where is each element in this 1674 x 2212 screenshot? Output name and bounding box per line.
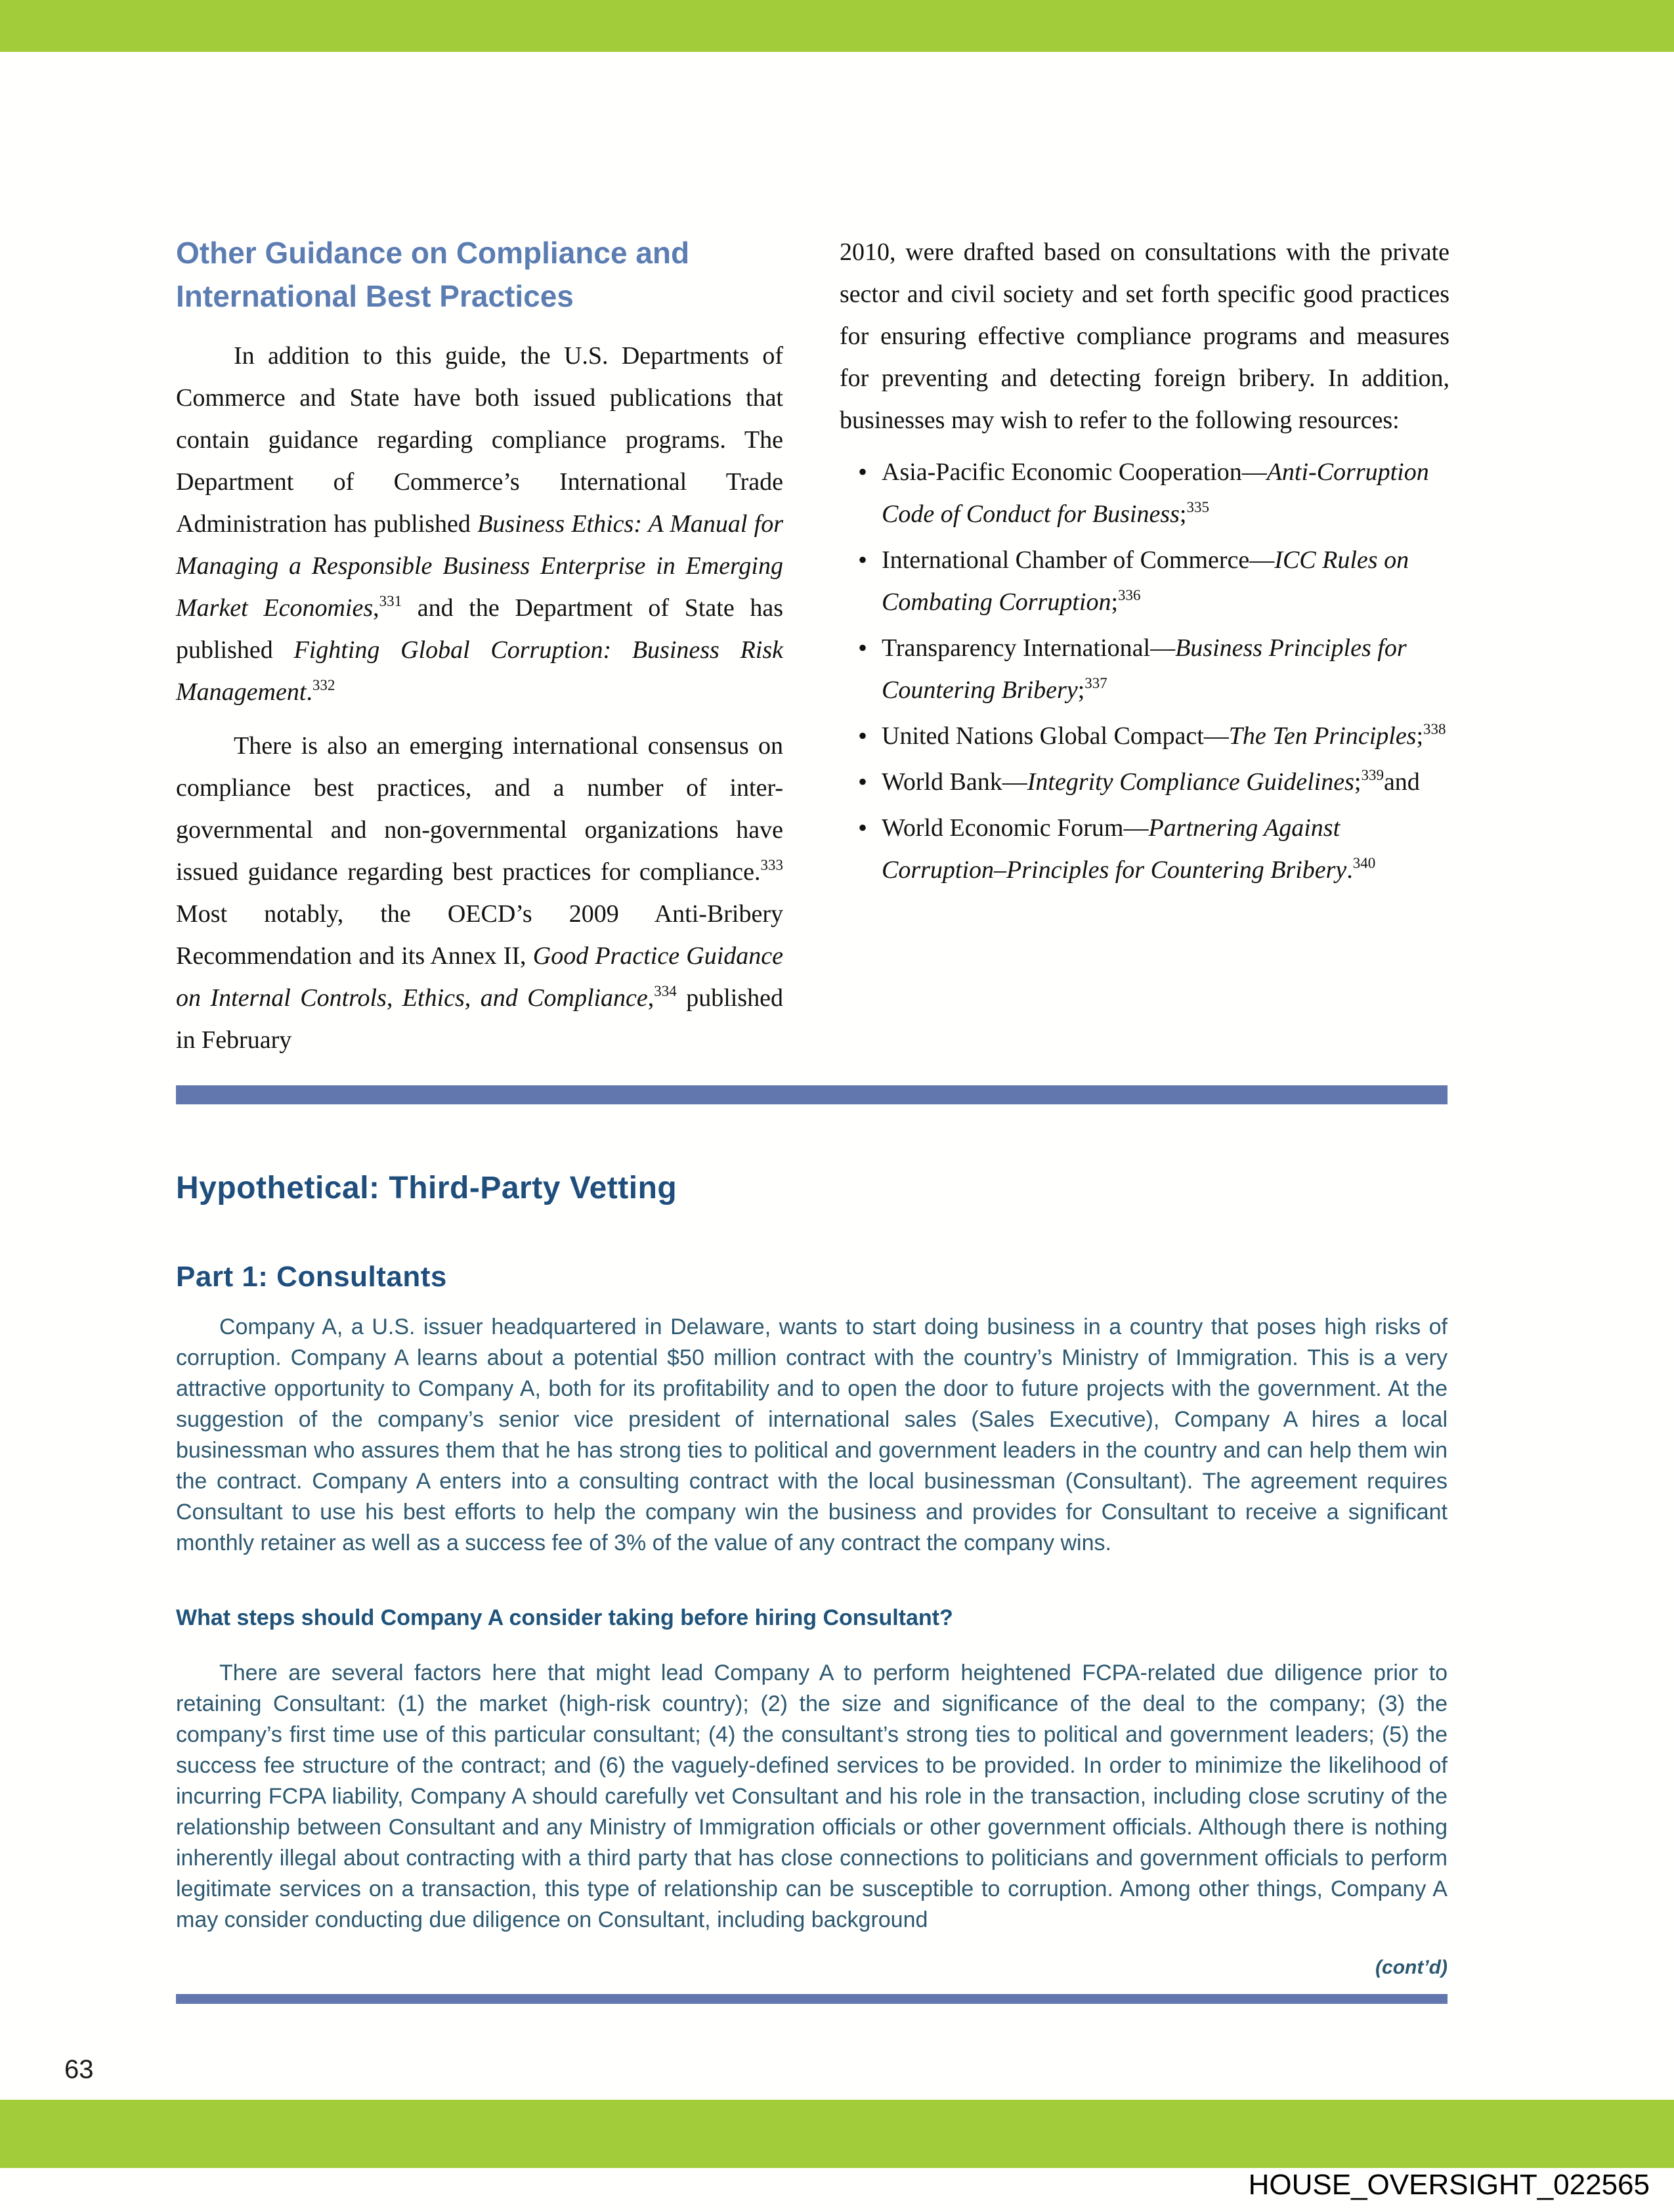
hypothetical-title: Hypothetical: Third-Party Vetting [176, 1171, 677, 1205]
resource-item-un-global-compact: • United Nations Global Compact—The Ten Principles;$^{338}$ [840, 715, 1449, 757]
hypothetical-box-bottom-rule [176, 1994, 1448, 2004]
continued-note: (cont’d) [1375, 1957, 1448, 1978]
guidance-heading: Other Guidance on Compliance and International Best Practices [176, 236, 690, 313]
hypothetical-box-top-rule [176, 1085, 1448, 1104]
resource-item-apec: • Asia-Pacific Economic Cooperation—Anti-Corruption Code of Conduct for Business;$^{335}$ [840, 451, 1449, 535]
guidance-column-right [840, 231, 1449, 1061]
top-green-band [0, 0, 1674, 52]
guidance-column-left [176, 231, 783, 1061]
resource-list [840, 451, 1449, 891]
resource-item-transparency-international: • Transparency International—Business Principles for Countering Bribery;$^{337}$ [840, 627, 1449, 711]
hypothetical-question: What steps should Company A consider taking before hiring Consultant? [176, 1605, 953, 1630]
resource-item-icc: • International Chamber of Commerce—ICC Rules on Combating Corruption;$^{336}$ [840, 539, 1449, 623]
guidance-paragraph-1: In addition to this guide, the U.S. Departments of Commerce and State have both issued publications that contain guidance regarding compliance programs. The Department of Commerce’s International Trade Administration has published Business Ethics: A Manual for Managing a Responsible Business Enterprise in Emerging Market Economies,$^{331}$ and the Department of State has published Fighting Global Corruption: Business Risk Management.$^{332}$ [176, 342, 783, 706]
guidance-section [176, 231, 1449, 1061]
hypothetical-paragraph-2: There are several factors here that might lead Company A to perform heightened FCPA-related due diligence prior to retaining Consultant: (1) the market (high-risk country); (2) the size and significance of the deal to the company; (3) the company’s first time use of this particular consultant; (4) the consultant’s strong ties to political and government leaders; (5) the success fee structure of the contract; and (6) the vaguely-defined services to be provided. In order to minimize the likelihood of incurring FCPA liability, Company A should carefully vet Consultant and his role in the transaction, including close scrutiny of the relationship between Consultant and any Ministry of Immigration officials or other government officials. Although there is nothing inherently illegal about contracting with a third party that has close connections to politicians and government officials to perform legitimate services on a transaction, this type of relationship can be susceptible to corruption. Among other things, Company A may consider conducting due diligence on Consultant, including background [176, 1660, 1448, 1932]
resource-item-world-bank: • World Bank—Integrity Compliance Guidelines;$^{339}$and [840, 761, 1449, 803]
bottom-green-band [0, 2100, 1674, 2168]
bates-number: HOUSE_OVERSIGHT_022565 [1248, 2169, 1650, 2201]
guidance-paragraph-3: 2010, were drafted based on consultations with the private sector and civil society and set forth specific good practices for ensuring effective compliance programs and measures for preventing and detecting foreign bribery. In addition, businesses may wish to refer to the following resources: [840, 238, 1449, 434]
resource-item-world-economic-forum: • World Economic Forum—Partnering Against Corruption–Principles for Countering Bribery.$^{340}$ [840, 807, 1449, 891]
hypothetical-paragraph-1: Company A, a U.S. issuer headquartered in Delaware, wants to start doing business in a country that poses high risks of corruption. Company A learns about a potential $50 million contract with the country’s Ministry of Immigration. This is a very attractive opportunity to Company A, both for its profitability and to open the door to future projects with the government. At the suggestion of the company’s senior vice president of international sales (Sales Executive), Company A hires a local businessman who assures them that he has strong ties to political and government leaders in the country and can help them win the contract. Company A enters into a consulting contract with the local businessman (Consultant). The agreement requires Consultant to use his best efforts to help the company win the business and provides for Consultant to receive a significant monthly retainer as well as a success fee of 3% of the value of any contract the company wins. [176, 1314, 1448, 1555]
page-number: 63 [64, 2055, 94, 2084]
hypothetical-part-title: Part 1: Consultants [176, 1261, 447, 1293]
guidance-paragraph-2: There is also an emerging international consensus on compliance best practices, and a number of inter-governmental and non-governmental organizations have issued guidance regarding best practices for compliance.$^{333}$ Most notably, the OECD’s 2009 Anti-Bribery Recommendation and its Annex II, Good Practice Guidance on Internal Controls, Ethics, and Compliance,$^{334}$ published in February [176, 732, 784, 1054]
